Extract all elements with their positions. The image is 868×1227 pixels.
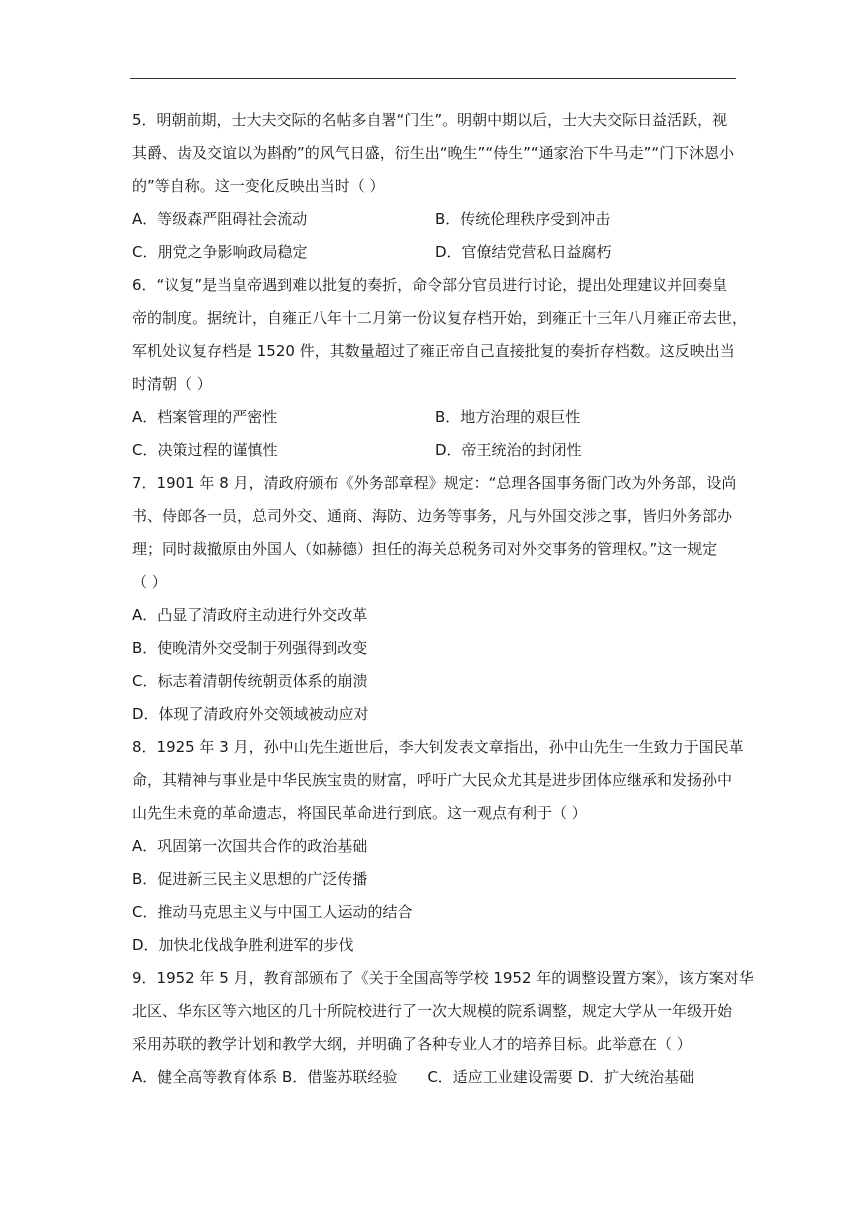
question-8 xyxy=(132,731,744,962)
question-text-line: 时清朝（ ） xyxy=(132,375,212,393)
question-text-line: 的”等自称。这一变化反映出当时（ ） xyxy=(132,177,385,195)
question-text-line: 命，其精神与事业是中华民族宝贵的财富，呼吁广大民众尤其是进步团体应继承和发扬孙中 xyxy=(132,771,733,789)
option-c: C．推动马克思主义与中国工人运动的结合 xyxy=(132,903,413,921)
question-text-line: 北区、华东区等六地区的几十所院校进行了一次大规模的院系调整，规定大学从一年级开始 xyxy=(132,1002,733,1020)
options-inline: A．健全高等教育体系 B．借鉴苏联经验 C．适应工业建设需要 D．扩大统治基础 xyxy=(132,1068,695,1086)
question-text-line: 其爵、齿及交谊以为斟酌”的风气日盛，衍生出“晚生”“侍生”“通家治下牛马走”“门下沐恩小 xyxy=(132,144,735,162)
question-text-line: 6．“议复”是当皇帝遇到难以批复的奏折，命令部分官员进行讨论，提出处理建议并回奏皇 xyxy=(132,276,728,294)
option-a: A．凸显了清政府主动进行外交改革 xyxy=(132,606,368,624)
question-text-line: 8．1925 年 3 月，孙中山先生逝世后，李大钊发表文章指出，孙中山先生一生致力于国民革 xyxy=(132,738,744,756)
question-text-line: 7．1901 年 8 月，清政府颁布《外务部章程》规定：“总理各国事务衙门改为外务部，设尚 xyxy=(132,474,737,492)
header-rule xyxy=(130,78,736,79)
option-c: C．标志着清朝传统朝贡体系的崩溃 xyxy=(132,672,368,690)
option-d: D．加快北伐战争胜利进军的步伐 xyxy=(132,936,354,954)
question-text-line: 山先生未竟的革命遗志，将国民革命进行到底。这一观点有利于（ ） xyxy=(132,804,587,822)
option-d: D．官僚结党营私日益腐朽 xyxy=(435,243,612,261)
option-b: B．传统伦理秩序受到冲击 xyxy=(435,210,611,228)
question-text-line: （ ） xyxy=(132,573,167,591)
question-text-line: 9．1952 年 5 月，教育部颁布了《关于全国高等学校 1952 年的调整设置方案》，该方案对华 xyxy=(132,969,754,987)
option-a: A．档案管理的严密性 xyxy=(132,408,278,426)
option-d: D．体现了清政府外交领域被动应对 xyxy=(132,705,369,723)
option-row xyxy=(132,434,738,467)
question-6 xyxy=(132,269,748,467)
question-list xyxy=(132,104,754,1094)
question-5 xyxy=(132,104,738,269)
option-c: C．朋党之争影响政局稳定 xyxy=(132,243,308,261)
question-text-line: 书、侍郎各一员，总司外交、通商、海防、边务等事务，凡与外国交涉之事，皆归外务部办 xyxy=(132,507,733,525)
option-row xyxy=(132,203,738,236)
option-row xyxy=(132,236,738,269)
question-text-line: 军机处议复存档是 1520 件，其数量超过了雍正帝自己直接批复的奏折存档数。这反映出当 xyxy=(132,342,735,360)
option-b: B．使晚清外交受制于列强得到改变 xyxy=(132,639,368,657)
option-row xyxy=(132,401,738,434)
option-d: D．帝王统治的封闭性 xyxy=(435,441,582,459)
question-7 xyxy=(132,467,738,731)
option-b: B．地方治理的艰巨性 xyxy=(435,408,581,426)
question-text-line: 采用苏联的教学计划和教学大纲，并明确了各种专业人才的培养目标。此举意在（ ） xyxy=(132,1035,692,1053)
option-a: A．巩固第一次国共合作的政治基础 xyxy=(132,837,368,855)
question-9 xyxy=(132,962,754,1094)
question-text-line: 帝的制度。据统计，自雍正八年十二月第一份议复存档开始，到雍正十三年八月雍正帝去世， xyxy=(132,309,748,327)
option-a: A．等级森严阻碍社会流动 xyxy=(132,210,308,228)
question-text-line: 理；同时裁撤原由外国人（如赫德）担任的海关总税务司对外交事务的管理权。”这一规定 xyxy=(132,540,718,558)
question-text-line: 5．明朝前期，士大夫交际的名帖多自署“门生”。明朝中期以后，士大夫交际日益活跃，视 xyxy=(132,111,728,129)
option-b: B．促进新三民主义思想的广泛传播 xyxy=(132,870,368,888)
option-c: C．决策过程的谨慎性 xyxy=(132,441,278,459)
